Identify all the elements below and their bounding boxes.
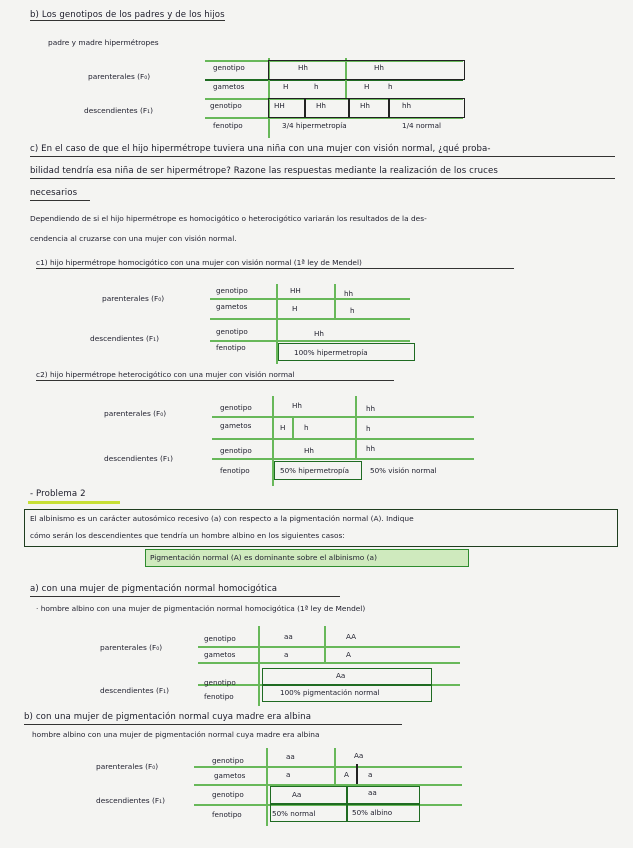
row-label-offspring: descendientes (F₁) [100,686,169,695]
label-gametos: gametos [216,302,248,311]
f1-genotype: Aa [336,671,346,680]
parent-genotype: AA [346,632,357,641]
highlight-underline [28,501,120,504]
grid-line [212,458,474,460]
f1-genotype: hh [366,444,376,453]
label-fenotipo: fenotipo [212,810,242,819]
grid-line [355,396,357,460]
gamete: A [346,650,351,659]
row-label-parents: parenterales (F₀) [100,643,163,652]
grid-line [210,298,410,300]
gamete: H [280,423,286,432]
phenotype-result: 50% visión normal [370,466,437,475]
label-genotipo: genotipo [212,756,244,765]
cell-divider [348,98,350,117]
parent-genotype: HH [290,286,301,295]
label-gametos: gametos [204,650,236,659]
label-genotipo: genotipo [204,634,236,643]
cell-divider [304,98,306,117]
label-fenotipo: fenotipo [213,121,243,130]
gamete: H [283,82,289,91]
problem-line: cómo serán los descendientes que tendría un hombre albino en los siguientes casos: [30,531,345,540]
section-b-title: b) Los genotipos de los padres y de los hijos [30,10,225,20]
f1-genotype: aa [368,788,377,797]
grid-line [198,662,460,664]
grid-line [266,748,268,826]
gamete: H [364,82,370,91]
c1-title: c1) hijo hipermétrope homocigótico con una mujer con visión normal (1ª ley de Mendel) [36,258,362,267]
label-fenotipo: fenotipo [204,692,234,701]
phenotype-result: 50% hipermetropía [280,466,350,475]
gamete: h [388,82,393,91]
f1-genotype: Hh [314,329,324,338]
grid-line [212,438,474,440]
grid-line [198,646,460,648]
f1-genotype: Aa [292,790,302,799]
grid-line [258,626,260,706]
gamete: a [284,650,289,659]
parent-genotype: Aa [354,751,364,760]
section-b-subtitle: padre y madre hipermétropes [48,38,159,47]
grid-line [334,284,336,320]
pb-subtitle: hombre albino con una mujer de pigmentación normal cuya madre era albina [32,730,320,739]
underline [24,724,402,725]
problem-title: - Problema 2 [30,489,86,499]
f1-genotype: Hh [316,101,326,110]
grid-line [212,416,474,418]
parent-genotype: aa [284,632,293,641]
label-genotipo: genotipo [216,327,248,336]
label-fenotipo: fenotipo [216,343,246,352]
pa-title: a) con una mujer de pigmentación normal homocigótica [30,584,278,594]
gamete: a [286,770,291,779]
pb-title: b) con una mujer de pigmentación normal cuya madre era albina [24,712,312,722]
grid-line [210,340,410,342]
grid-line [356,764,358,784]
underline [30,596,340,597]
row-label-offspring: descendientes (F₁) [90,334,159,343]
row-label-parents: parenterales (F₀) [96,762,159,771]
question-line: c) En el caso de que el hijo hipermétrope tuviera una niña con una mujer con visión normal, ¿qué proba- [30,144,491,154]
c2-title: c2) hijo hipermétrope heterocigótico con una mujer con visión normal [36,370,295,379]
label-gametos: gametos [213,82,245,91]
phenotype-ratio: 1/4 normal [402,121,442,130]
underline [36,380,394,381]
label-genotipo: genotipo [220,446,252,455]
parent-genotype: Hh [374,63,384,72]
phenotype-result: 100% pigmentación normal [280,688,380,697]
phenotype-result: 50% albino [352,808,393,817]
grid-line [334,748,336,786]
gamete: A [344,770,349,779]
pa-subtitle: · hombre albino con una mujer de pigmentación normal homocigótica (1ª ley de Mendel) [36,604,366,613]
f1-genotype: HH [274,101,285,110]
parent-genotype: Hh [292,401,302,410]
label-genotipo: genotipo [213,63,245,72]
grid-line [324,626,326,664]
label-genotipo: genotipo [212,790,244,799]
underline [30,178,615,179]
gamete: h [314,82,319,91]
label-genotipo: genotipo [216,286,248,295]
label-genotipo: genotipo [204,678,236,687]
row-label-offspring: descendientes (F₁) [96,796,165,805]
label-gametos: gametos [214,771,246,780]
grid-line [194,766,462,768]
label-genotipo: genotipo [220,403,252,412]
gamete: a [368,770,373,779]
row-label-parents: parenterales (F₀) [104,409,167,418]
label-gametos: gametos [220,421,252,430]
parent-genotype: hh [344,289,354,298]
cell-divider [388,98,390,117]
phenotype-result: 50% normal [272,809,316,818]
f1-genotype: hh [402,101,412,110]
parent-genotype: Hh [298,63,308,72]
question-line: necesarios [30,188,78,198]
parent-genotype: hh [366,404,376,413]
explanation-line: Dependiendo de si el hijo hipermétrope es homocigótico o heterocigótico variarán los resultados de la des- [30,214,427,223]
row-label-parents: parenterales (F₀) [102,294,165,303]
grid-line [210,318,410,320]
label-fenotipo: fenotipo [220,466,250,475]
phenotype-ratio: 3/4 hipermetropía [282,121,347,130]
problem-line: El albinismo es un carácter autosómico recesivo (a) con respecto a la pigmentación normal (A). Indique [30,514,414,523]
grid-line [270,803,420,805]
dominance-note: Pigmentación normal (A) es dominante sobre el albinismo (a) [150,553,377,562]
gamete: H [292,304,298,313]
gamete: h [304,423,309,432]
gamete: h [366,424,371,433]
row-label-parents: parenterales (F₀) [88,72,151,81]
f1-genotype: Hh [360,101,370,110]
grid-line [262,684,432,686]
underline [30,156,615,157]
phenotype-result: 100% hipermetropía [294,348,368,357]
parent-genotype: aa [286,752,295,761]
explanation-line: cendencia al cruzarse con una mujer con visión normal. [30,234,237,243]
row-label-offspring: descendientes (F₁) [104,454,173,463]
row-label-offspring: descendientes (F₁) [84,106,153,115]
question-line: bilidad tendría esa niña de ser hipermétrope? Razone las respuestas mediante la realización de los cruces [30,166,498,176]
grid-line [292,418,294,438]
f1-genotype: Hh [304,446,314,455]
label-genotipo: genotipo [210,101,242,110]
underline [30,200,90,201]
gamete: h [350,306,355,315]
underline [36,268,514,269]
